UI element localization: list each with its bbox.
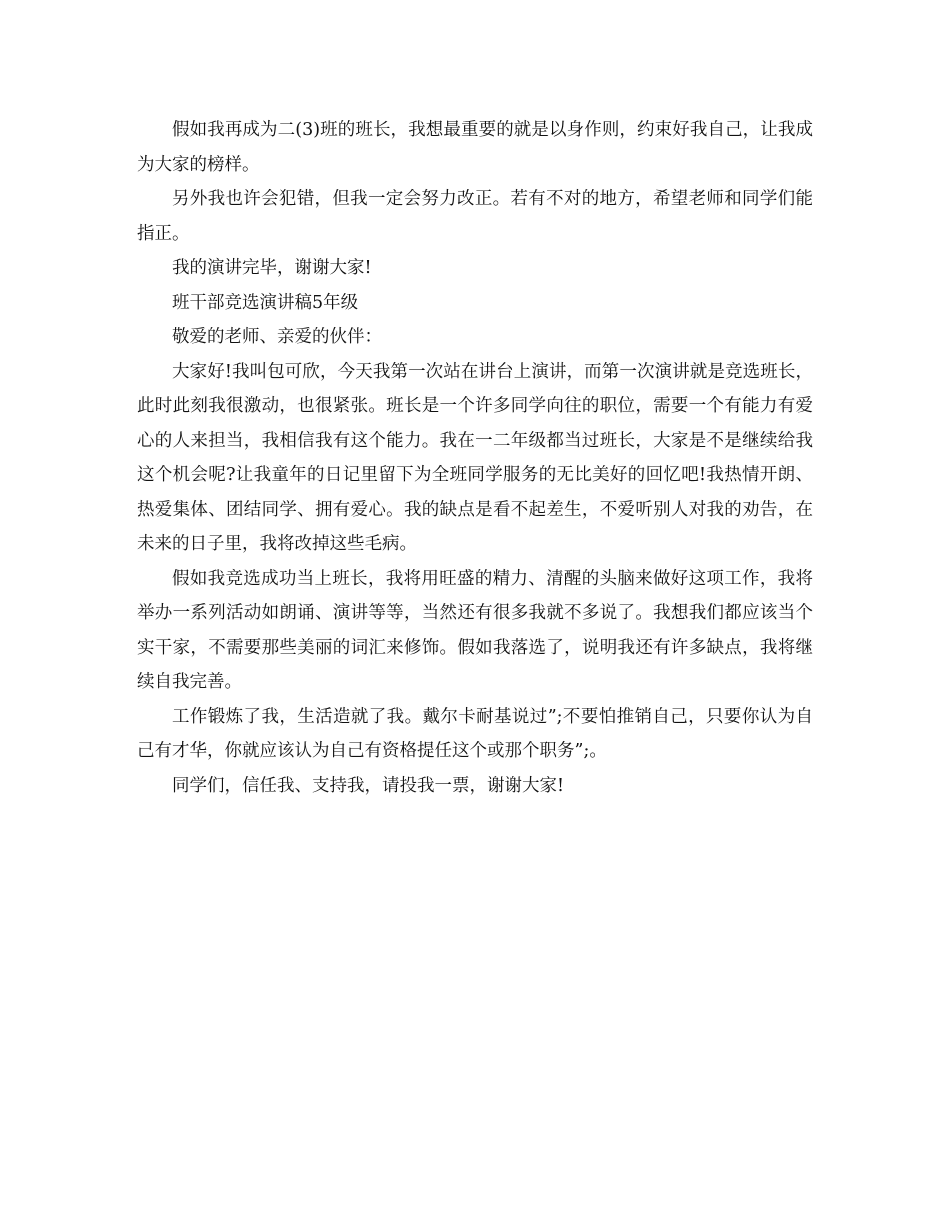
paragraph-6: 大家好!我叫包可欣，今天我第一次站在讲台上演讲，而第一次演讲就是竞选班长，此时此刻我很激动，也很紧张。班长是一个许多同学向往的职位，需要一个有能力有爱心的人来担当，我相信我有这个能力。我在一二年级都当过班长，大家是不是继续给我这个机会呢?让我童年的日记里留下为全班同学服务的无比美好的回忆吧!我热情开朗、热爱集体、团结同学、拥有爱心。我的缺点是看不起差生，不爱听别人对我的劝告，在未来的日子里，我将改掉这些毛病。 <box>137 361 813 554</box>
paragraph-2: 另外我也许会犯错，但我一定会努力改正。若有不对的地方，希望老师和同学们能指正。 <box>137 189 813 244</box>
paragraph-7: 假如我竞选成功当上班长，我将用旺盛的精力、清醒的头脑来做好这项工作，我将举办一系列活动如朗诵、演讲等等，当然还有很多我就不多说了。我想我们都应该当个实干家，不需要那些美丽的词汇来修饰。假如我落选了，说明我还有许多缺点，我将继续自我完善。 <box>137 568 813 692</box>
paragraph-9: 同学们，信任我、支持我，请投我一票，谢谢大家! <box>172 775 565 796</box>
paragraph-1: 假如我再成为二(3)班的班长，我想最重要的就是以身作则，约束好我自己，让我成为大家的榜样。 <box>137 120 813 175</box>
document-body <box>137 113 813 803</box>
salutation: 敬爱的老师、亲爱的伙伴： <box>172 327 382 347</box>
paragraph-8: 工作锻炼了我，生活造就了我。戴尔卡耐基说过”;不要怕推销自己，只要你认为自己有才华，你就应该认为自己有资格提任这个或那个职务”;。 <box>137 706 813 761</box>
paragraph-3: 我的演讲完毕，谢谢大家! <box>172 258 372 278</box>
speech-title: 班干部竞选演讲稿5年级 <box>172 292 359 313</box>
